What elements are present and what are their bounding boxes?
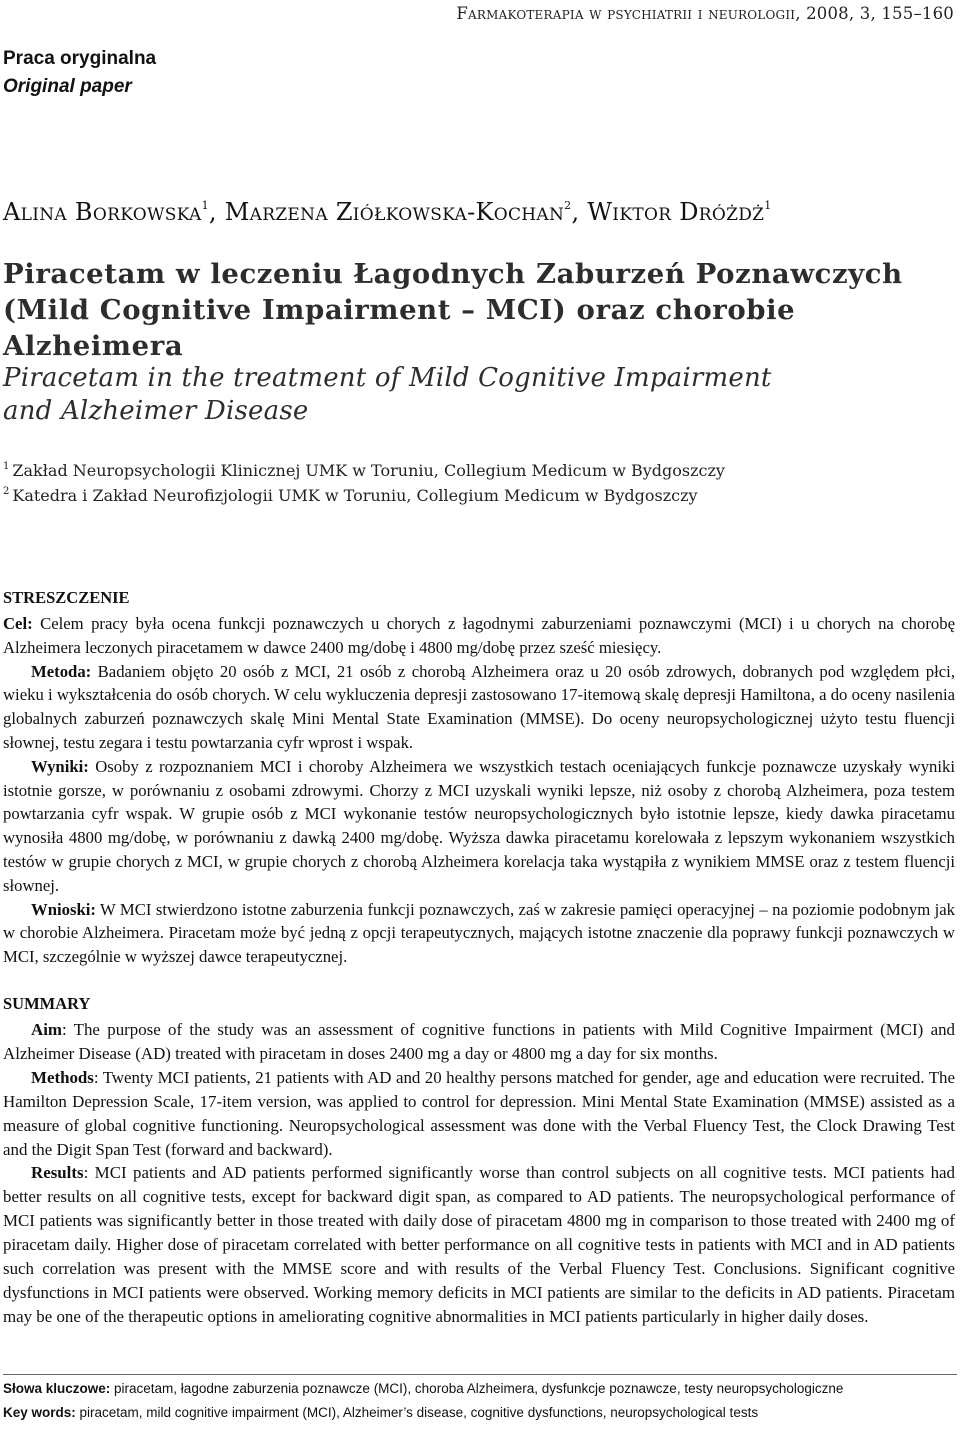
title-english: [3, 362, 772, 428]
abstract-paragraph: [3, 612, 955, 660]
keywords-text: piracetam, łagodne zaburzenia poznawcze (MCI), choroba Alzheimera, dysfunkcje poznawcze, testy neuropsychologiczne: [110, 1381, 844, 1396]
paragraph-label: Aim: [31, 1020, 62, 1039]
affiliation: [3, 461, 725, 480]
abstract-paragraph: [3, 660, 955, 755]
paragraph-text: : MCI patients and AD patients performed significantly worse than control subjects on all cognitive tests. MCI patients had better results on all cognitive tests, except for backward digit span, as compared to AD patients. The neuropsychological performance of MCI patients was significantly better in those treated with daily dose of piracetam 4800 mg in comparison to those treated with 2400 mg of piracetam daily. Higher dose of piracetam correlated with better performance on all cognitive tests in patients with MCI and in AD patients such correlation was present with the MMSE score and with results of the Verbal Fluency Test. Conclusions. Significant cognitive dysfunctions in MCI patients were observed. Working memory deficits in MCI patients are similar to the deficits in AD patients. Piracetam may be one of the therapeutic options in ameliorating cognitive abnormalities in MCI patients particularly in higher daily doses.: [3, 1163, 955, 1326]
paragraph-label: Results: [31, 1163, 84, 1183]
author-name: Wiktor Dróżdż: [587, 198, 765, 226]
affiliation-mark: 1: [3, 461, 10, 472]
paragraph-text: : The purpose of the study was an assessment of cognitive functions in patients with Mild Cognitive Impairment (MCI) and Alzheimer Disease (AD) treated with piracetam in doses 2400 mg a day or 4800 mg a day for six months.: [3, 1020, 955, 1063]
summary-heading: SUMMARY: [3, 994, 91, 1013]
paper-type-pl: Praca oryginalna: [3, 48, 157, 69]
title-polish: [3, 256, 960, 364]
summary-paragraph: [3, 1161, 955, 1328]
keywords-label: Słowa kluczowe:: [3, 1381, 111, 1396]
paragraph-text: Celem pracy była ocena funkcji poznawczych u chorych z łagodnymi zaburzeniami poznawczymi (MCI) i u chorych na chorobę Alzheimera leczonych piracetamem w dawce 2400 mg/dobę i 4800 mg/dobę przez sześć miesięcy.: [3, 614, 955, 657]
paragraph-text: : Twenty MCI patients, 21 patients with AD and 20 healthy persons matched for gender, age and education were recruited. The Hamilton Depression Scale, 17-item version, was applied to control for depression. Mini Mental State Examination (MMSE) assisted as a measure of global cognitive functioning. Neuropsychological assessment was done with the Verbal Fluency Test, the Clock Drawing Test and the Digit Span Test (forward and backward).: [3, 1067, 955, 1159]
author-list: Alina Borkowska$^1$, Marzena Ziółkowska-Kochan$^2$, Wiktor Dróżdż$^1$: [3, 198, 772, 226]
keywords-text: piracetam, mild cognitive impairment (MCI), Alzheimer’s disease, cognitive dysfunctions, neuropsychological tests: [75, 1405, 759, 1420]
streszczenie-body: [3, 612, 955, 969]
paragraph-label: Wnioski:: [31, 899, 96, 919]
affiliation-text: Zakład Neuropsychologii Klinicznej UMK w Toruniu, Collegium Medicum w Bydgoszczy: [12, 461, 725, 480]
author-affiliation-mark: 2: [564, 199, 572, 212]
streszczenie-heading: STRESZCZENIE: [3, 588, 130, 607]
journal-citation: Farmakoterapia w psychiatrii i neurologii, 2008, 3, 155–160: [456, 4, 954, 23]
author-affiliation-mark: 1: [764, 199, 772, 212]
affiliation: [3, 486, 698, 505]
keywords-english: [3, 1405, 958, 1420]
author-name: Alina Borkowska: [3, 198, 202, 226]
abstract-paragraph: [3, 755, 955, 898]
paragraph-text: Osoby z rozpoznaniem MCI i choroby Alzheimera we wszystkich testach oceniających funkcje poznawcze uzyskały wyniki istotnie gorsze, w porównaniu z osobami zdrowymi. Chorzy z MCI uzyskali wyniki lepsze, niż osoby z chorobą Alzheimera, poza testem powtarzania cyfr wspak. W grupie osób z MCI wykonanie testów neuropsychologicznych było istotnie lepsze, kiedy dawka piracetamu wynosiła 4800 mg/dobę, w porównaniu z dawką 2400 mg/dobę. Wyższa dawka piracetamu korelowała z lepszym wykonaniem wszystkich testów w grupie chorych z MCI, w grupie chorych z chorobą Alzheimera korelacja taka wystąpiła z wynikiem MMSE oraz z testem fluencji słownej.: [3, 756, 955, 895]
paragraph-label: Metoda:: [31, 661, 92, 681]
summary-paragraph: [3, 1018, 955, 1066]
title-polish-line: Piracetam w leczeniu Łagodnych Zaburzeń Poznawczych: [3, 258, 903, 290]
paragraph-text: W MCI stwierdzono istotne zaburzenia funkcji poznawczych, zaś w zakresie pamięci operacyjnej – na poziomie podobnym jak w chorobie Alzheimera. Piracetam może być jedną z opcji terapeutycznych, mających istotne znaczenie dla poprawy funkcji poznawczych w MCI, szczególnie w wyższej dawce terapeutycznej.: [3, 899, 955, 967]
paragraph-text: Badaniem objęto 20 osób z MCI, 21 osób z chorobą Alzheimera oraz u 20 osób zdrowych, dobranych pod względem płci, wieku i wykształcenia do osób chorych. W celu wykluczenia depresji zastosowano 17-itemową skalę depresji Hamiltona, a do oceny nasilenia globalnych zaburzeń poznawczych skalę Mini Mental State Examination (MMSE). Do oceny neuropsychologicznej użyto testu fluencji słownej, testu zegara i testu powtarzania cyfr wprost i wspak.: [3, 661, 955, 752]
affiliation-text: Katedra i Zakład Neurofizjologii UMK w Toruniu, Collegium Medicum w Bydgoszczy: [12, 486, 698, 505]
affiliation-mark: 2: [3, 486, 10, 497]
author-affiliation-mark: 1: [201, 199, 209, 212]
title-polish-line: (Mild Cognitive Impairment – MCI) oraz chorobie Alzheimera: [3, 294, 796, 362]
title-english-line: Piracetam in the treatment of Mild Cognitive Impairment: [3, 363, 772, 393]
paper-type-en: Original paper: [3, 76, 132, 97]
paragraph-label: Methods: [31, 1067, 94, 1087]
paragraph-label: Wyniki:: [31, 756, 89, 776]
summary-paragraph: [3, 1066, 955, 1162]
keywords-polish: [3, 1381, 958, 1396]
summary-body: [3, 1018, 955, 1329]
abstract-paragraph: [3, 898, 955, 969]
keywords-divider: [3, 1374, 957, 1375]
author-name: Marzena Ziółkowska-Kochan: [224, 198, 565, 226]
paragraph-label: Cel:: [3, 614, 33, 633]
keywords-label: Key words:: [3, 1405, 76, 1420]
title-english-line: and Alzheimer Disease: [3, 396, 309, 426]
